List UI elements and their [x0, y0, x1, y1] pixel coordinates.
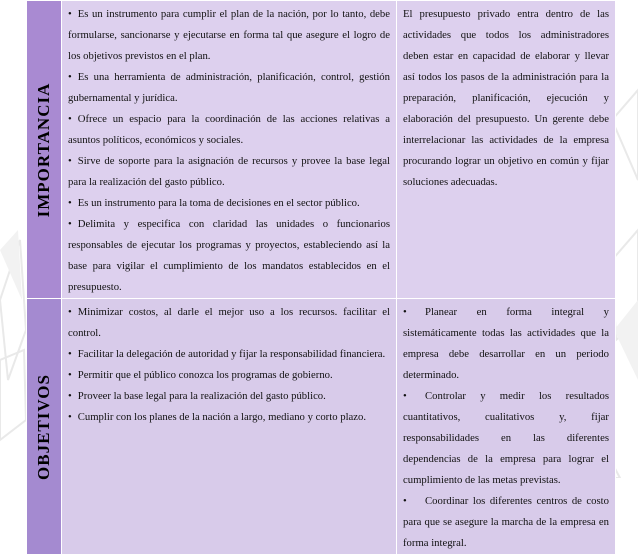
list-item: • Minimizar costos, al darle el mejor uso a los recursos. facilitar el control. [68, 302, 390, 344]
list-item: • Proveer la base legal para la realización del gasto público. [68, 386, 390, 407]
private-importance-cell [397, 1, 616, 299]
public-objectives-cell [62, 299, 397, 555]
public-importance-cell [62, 1, 397, 299]
row-header-cell [27, 1, 62, 299]
list-item: • Facilitar la delegación de autoridad y fijar la responsabilidad financiera. [68, 344, 390, 365]
list-item: • Cumplir con los planes de la nación a largo, mediano y corto plazo. [68, 407, 390, 428]
list-item: • Delimita y especifica con claridad las unidades o funcionarios responsables de ejecutar los programas y proyectos, estableciendo así la base para vigilar el cumplimiento de los mandatos establecidos en el presupuesto. [68, 214, 390, 298]
list-item: • Ofrece un espacio para la coordinación de las acciones relativas a asuntos políticos, económicos y sociales. [68, 109, 390, 151]
row-header-cell [27, 299, 62, 555]
row-header-label: IMPORTANCIA [34, 82, 53, 217]
list-item: • Coordinar los diferentes centros de costo para que se asegure la marcha de la empresa en forma integral. [403, 495, 609, 549]
list-item: • Planear en forma integral y sistemáticamente todas las actividades que la empresa debe desarrollar en un periodo determinado. [403, 306, 609, 381]
list-item: • Controlar y medir los resultados cuantitativos, cualitativos y, fijar responsabilidades en las diferentes dependencias de la empresa para lograr el cumplimiento de las metas previstas. [403, 390, 609, 486]
comparison-table [26, 0, 616, 555]
list-item: • Es un instrumento para cumplir el plan de la nación, por lo tanto, debe formularse, sancionarse y ejecutarse en forma tal que asegure el logro de los objetivos previstos en el plan. [68, 4, 390, 67]
importancia-row [27, 1, 616, 299]
private-importance-text: El presupuesto privado entra dentro de las actividades que todos los administradores deben estar en capacidad de elaborar y llevar así todos los pasos de la administración para la preparación, planificación, ejecución y elaboración del presupuesto. Un gerente debe interrelacionar las actividades de la empresa procurando lograr un objetivo en común y fijar soluciones adecuadas. [403, 8, 609, 188]
row-header-label: OBJETIVOS [34, 373, 53, 480]
list-item: • Sirve de soporte para la asignación de recursos y provee la base legal para la realización del gasto público. [68, 151, 390, 193]
objetivos-row [27, 299, 616, 555]
private-objectives-cell [397, 299, 616, 555]
list-item: • Es un instrumento para la toma de decisiones en el sector público. [68, 193, 390, 214]
list-item: • Es una herramienta de administración, planificación, control, gestión gubernamental y jurídica. [68, 67, 390, 109]
list-item: • Permitir que el público conozca los programas de gobierno. [68, 365, 390, 386]
